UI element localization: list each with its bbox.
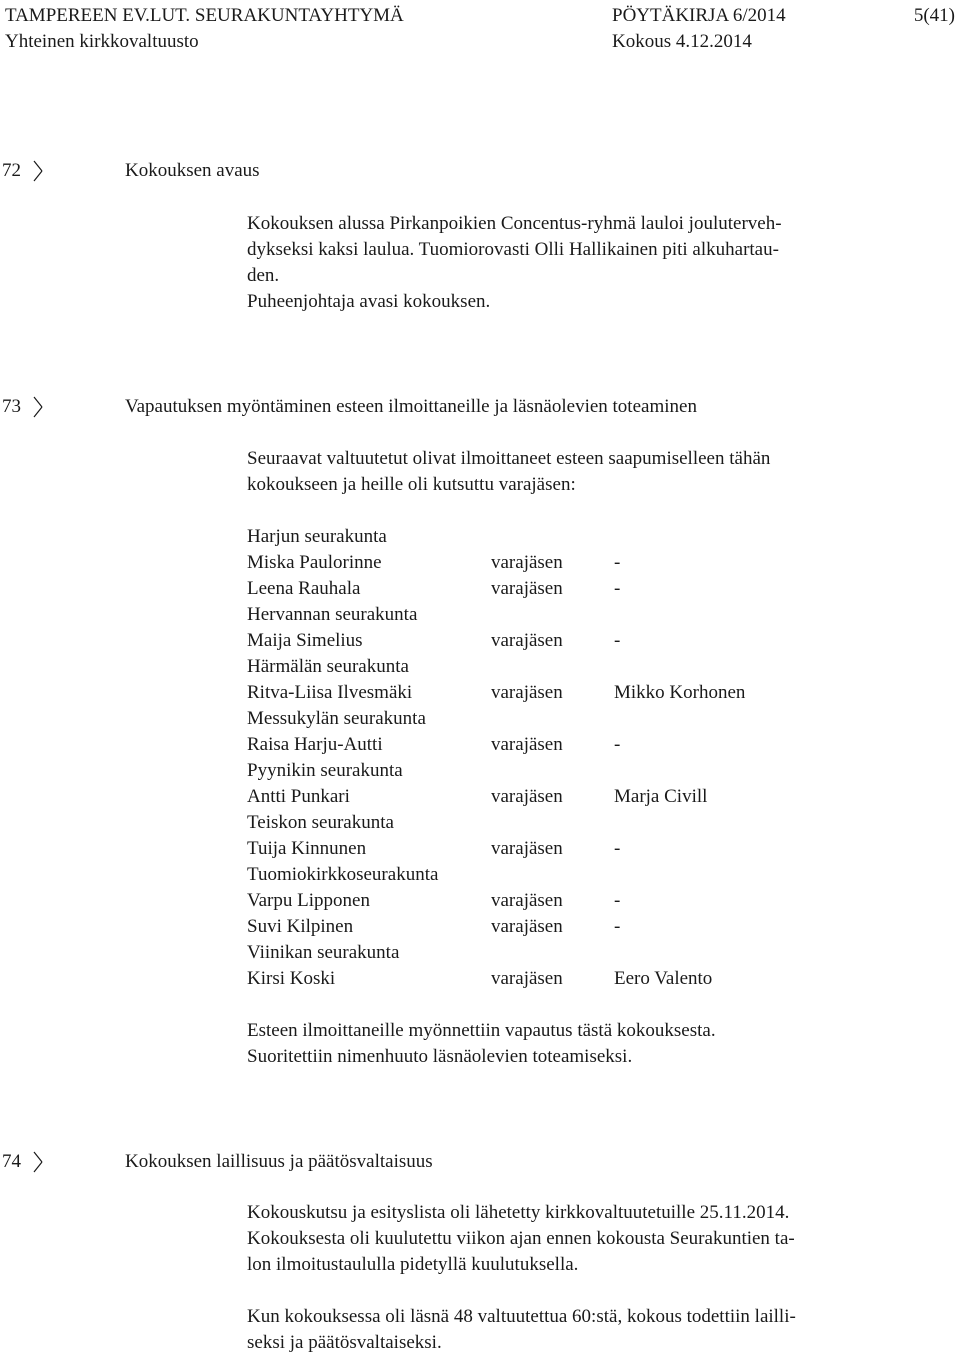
roster-row — [247, 810, 947, 836]
roster-name: Suvi Kilpinen — [247, 916, 354, 937]
roster-row — [247, 784, 947, 810]
roster-role: varajäsen — [491, 552, 563, 573]
section-72 — [0, 158, 960, 312]
roster-substitute: - — [614, 890, 621, 911]
roster-name: Leena Rauhala — [247, 578, 361, 599]
document-title: PÖYTÄKIRJA 6/2014 — [612, 5, 786, 26]
roster-row — [247, 940, 947, 966]
roster-row — [247, 862, 947, 888]
roster-role: varajäsen — [491, 786, 563, 807]
roster-name: Ritva-Liisa Ilvesmäki — [247, 682, 413, 703]
roster-row — [247, 888, 947, 914]
roster-name: Varpu Lipponen — [247, 890, 370, 911]
roster-name: Tuomiokirkkoseurakunta — [247, 864, 439, 885]
roster-name: Harjun seurakunta — [247, 526, 387, 547]
outro-line: Suoritettiin nimenhuuto läsnäolevien toteamiseksi. — [247, 1046, 633, 1067]
roster-substitute: - — [614, 916, 621, 937]
page-number: 5(41) — [913, 5, 955, 26]
body-line: Kokouskutsu ja esityslista oli lähetetty kirkkovaltuutetuille 25.11.2014. — [247, 1202, 790, 1223]
roster-substitute: - — [614, 578, 621, 599]
section-number: 73 — [2, 396, 21, 417]
organization-name: TAMPEREEN EV.LUT. SEURAKUNTAYHTYMÄ — [5, 5, 404, 26]
section-73 — [0, 394, 960, 1074]
roster-name: Hervannan seurakunta — [247, 604, 418, 625]
roster-row — [247, 966, 947, 992]
section-sign-icon — [32, 1150, 44, 1174]
roster-name: Antti Punkari — [247, 786, 350, 807]
section-number: 74 — [2, 1151, 21, 1172]
roster-role: varajäsen — [491, 682, 563, 703]
section-title-row — [0, 1149, 960, 1175]
body-line: Kokouksesta oli kuulutettu viikon ajan ennen kokousta Seurakuntien ta- — [247, 1228, 795, 1249]
section-74 — [0, 1149, 960, 1353]
section-heading: Kokouksen laillisuus ja päätösvaltaisuus — [125, 1151, 433, 1172]
roster-substitute: - — [614, 734, 621, 755]
roster-role: varajäsen — [491, 630, 563, 651]
section-heading: Vapautuksen myöntäminen esteen ilmoittaneille ja läsnäolevien toteaminen — [125, 396, 697, 417]
roster-name: Viinikan seurakunta — [247, 942, 400, 963]
body-line: lon ilmoitustaululla pidetyllä kuulutuksella. — [247, 1254, 579, 1275]
section-heading: Kokouksen avaus — [125, 160, 260, 181]
roster-row — [247, 550, 947, 576]
roster-name: Raisa Harju-Autti — [247, 734, 383, 755]
roster-substitute: Marja Civill — [614, 786, 708, 807]
roster-role: varajäsen — [491, 734, 563, 755]
body-line: Puheenjohtaja avasi kokouksen. — [247, 291, 491, 312]
section-sign-icon — [32, 159, 44, 183]
roster-substitute: - — [614, 630, 621, 651]
roster-name: Miska Paulorinne — [247, 552, 382, 573]
roster-name: Härmälän seurakunta — [247, 656, 409, 677]
roster-name: Kirsi Koski — [247, 968, 336, 989]
council-name: Yhteinen kirkkovaltuusto — [5, 31, 199, 52]
outro-line: Esteen ilmoittaneille myönnettiin vapautus tästä kokouksesta. — [247, 1020, 716, 1041]
roster-role: varajäsen — [491, 578, 563, 599]
roster-row — [247, 576, 947, 602]
header-row-top — [5, 3, 955, 29]
roster-row — [247, 680, 947, 706]
roster-role: varajäsen — [491, 890, 563, 911]
roster-substitute: Mikko Korhonen — [614, 682, 746, 703]
roster-row — [247, 914, 947, 940]
roster-name: Tuija Kinnunen — [247, 838, 367, 859]
roster-name: Teiskon seurakunta — [247, 812, 394, 833]
roster-row — [247, 758, 947, 784]
roster-role: varajäsen — [491, 838, 563, 859]
roster-role: varajäsen — [491, 916, 563, 937]
roster-role: varajäsen — [491, 968, 563, 989]
body-line: dykseksi kaksi laulua. Tuomiorovasti Olli Hallikainen piti alkuhartau- — [247, 239, 779, 260]
body-line: seksi ja päätösvaltaiseksi. — [247, 1332, 442, 1353]
roster-substitute: - — [614, 838, 621, 859]
header-row-bottom — [5, 29, 955, 55]
section-sign-icon — [32, 395, 44, 419]
roster-substitute: - — [614, 552, 621, 573]
roster-name: Pyynikin seurakunta — [247, 760, 403, 781]
roster-name: Maija Simelius — [247, 630, 363, 651]
page-header — [5, 3, 955, 55]
roster-name: Messukylän seurakunta — [247, 708, 426, 729]
body-line: Kun kokouksessa oli läsnä 48 valtuutettua 60:stä, kokous todettiin lailli- — [247, 1306, 796, 1327]
body-line: Kokouksen alussa Pirkanpoikien Concentus-ryhmä lauloi jouluterveh- — [247, 213, 782, 234]
roster-row — [247, 628, 947, 654]
roster-row — [247, 524, 947, 550]
intro-line: Seuraavat valtuutetut olivat ilmoittaneet esteen saapumiselleen tähän — [247, 448, 771, 469]
roster-row — [247, 836, 947, 862]
roster-substitute: Eero Valento — [614, 968, 713, 989]
meeting-date: Kokous 4.12.2014 — [612, 31, 752, 52]
body-line: den. — [247, 265, 280, 286]
section-number: 72 — [2, 160, 21, 181]
roster-row — [247, 706, 947, 732]
roster-row — [247, 654, 947, 680]
intro-line: kokoukseen ja heille oli kutsuttu varajäsen: — [247, 474, 576, 495]
roster-row — [247, 602, 947, 628]
section-title-row — [0, 394, 960, 420]
section-title-row — [0, 158, 960, 184]
roster-row — [247, 732, 947, 758]
